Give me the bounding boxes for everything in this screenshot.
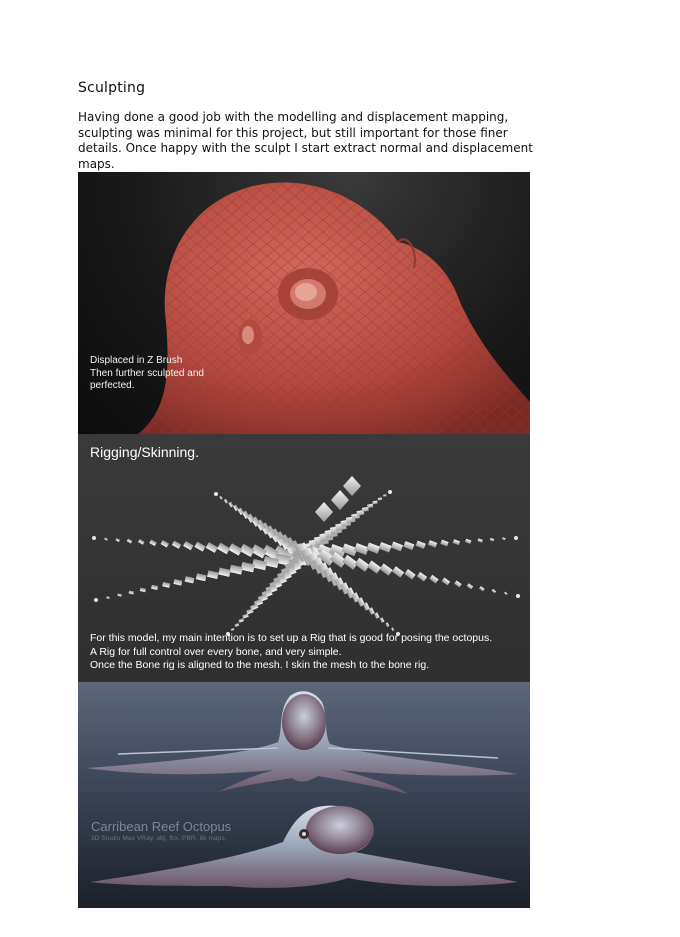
bone-segment bbox=[229, 565, 242, 575]
bone-segment bbox=[380, 563, 393, 575]
bone-segment bbox=[238, 618, 244, 623]
bone-segment bbox=[218, 568, 230, 577]
bone-segment bbox=[117, 593, 121, 596]
bone-segment bbox=[465, 539, 471, 544]
bone-segment bbox=[490, 538, 495, 542]
bone-segment bbox=[442, 578, 450, 586]
bone-segment bbox=[379, 542, 392, 553]
bone-segment bbox=[106, 596, 110, 599]
bone-segment bbox=[454, 580, 462, 587]
bone-segment bbox=[183, 541, 193, 550]
bone-segment bbox=[231, 628, 235, 631]
bone-segment bbox=[502, 537, 506, 540]
bone-segment bbox=[453, 539, 460, 545]
bone-segment bbox=[194, 542, 205, 552]
octopus-render bbox=[78, 682, 530, 908]
intro-paragraph: Having done a good job with the modelling and displacement mapping, sculpting was minimal for this project, but still important for those finer details. Once happy with the sculpt I start extract normal and displacement maps. bbox=[78, 110, 533, 171]
bone-segment bbox=[172, 541, 181, 549]
bone-segment bbox=[173, 579, 182, 586]
bone-segment bbox=[129, 590, 134, 594]
bone-segment bbox=[440, 540, 448, 547]
bone-segment bbox=[228, 543, 242, 555]
sculpt-caption bbox=[90, 355, 230, 393]
bone-segment bbox=[429, 575, 438, 584]
bone-segment bbox=[366, 543, 380, 554]
bone-tip bbox=[516, 594, 520, 598]
bone-segment bbox=[479, 586, 485, 591]
bone-segment bbox=[138, 539, 145, 545]
bone-segment bbox=[417, 572, 427, 582]
bone-segment bbox=[477, 538, 483, 543]
bone-segment bbox=[185, 576, 195, 583]
bone-segment bbox=[151, 585, 158, 590]
bone-segment bbox=[217, 543, 230, 555]
bone-segment bbox=[391, 542, 403, 552]
bone-tip bbox=[92, 536, 96, 540]
sculpt-caption-line: Displaced in Z Brush bbox=[90, 355, 183, 366]
bone-segment bbox=[242, 613, 248, 618]
bone-segment bbox=[467, 583, 474, 589]
bone-segment bbox=[367, 561, 381, 574]
bone-segment bbox=[355, 558, 370, 572]
rig-caption-line: Once the Bone rig is aligned to the mesh. I skin the mesh to the bone rig. bbox=[90, 659, 430, 671]
bone-segment bbox=[391, 627, 394, 631]
rig-image bbox=[78, 434, 530, 682]
bone-segment bbox=[115, 538, 120, 542]
bone-segment bbox=[428, 540, 437, 548]
bone-segment bbox=[380, 617, 385, 623]
bone-segment bbox=[367, 504, 373, 508]
bone-segment bbox=[206, 542, 218, 553]
bone-segment bbox=[104, 537, 108, 540]
bone-segment bbox=[149, 540, 157, 547]
bone-segment bbox=[403, 541, 414, 550]
head-bone bbox=[343, 476, 361, 496]
render-subtitle: 3D Studio Max VRay, obj, fbx, PBR, 8k maps. bbox=[91, 835, 227, 842]
bone-segment bbox=[404, 569, 415, 580]
bone-segment bbox=[374, 612, 380, 619]
rig-title: Rigging/Skinning. bbox=[90, 444, 199, 460]
octopus-head-sculpt bbox=[78, 172, 530, 434]
bone-segment bbox=[127, 538, 133, 543]
bone-segment bbox=[372, 501, 377, 505]
render-image bbox=[78, 682, 530, 908]
bone-segment bbox=[383, 494, 387, 497]
bone-segment bbox=[140, 588, 146, 593]
bone-segment bbox=[416, 541, 426, 549]
sculpt-image bbox=[78, 172, 530, 434]
bone-segment bbox=[235, 623, 240, 627]
bone-segment bbox=[378, 497, 382, 500]
section-heading: Sculpting bbox=[78, 80, 146, 96]
rig-caption-line: For this model, my main intention is to set up a Rig that is good for posing the octopus. bbox=[90, 632, 493, 644]
bone-segment bbox=[392, 566, 404, 577]
sculpt-caption-line: Then further sculpted and bbox=[90, 367, 204, 379]
sculpt-caption-line: perfected. bbox=[90, 380, 135, 391]
bone-segment bbox=[219, 496, 222, 500]
render-title: Carribean Reef Octopus bbox=[91, 819, 232, 834]
bone-segment bbox=[228, 502, 233, 508]
rig-caption bbox=[90, 632, 530, 673]
bone-segment bbox=[162, 582, 170, 588]
bone-segment bbox=[207, 570, 219, 579]
bone-tip bbox=[214, 492, 218, 496]
bone-segment bbox=[504, 592, 508, 596]
rig-caption-line: A Rig for full control over every bone, and very simple. bbox=[90, 645, 342, 658]
bone-segment bbox=[491, 589, 496, 593]
bone-segment bbox=[161, 540, 169, 547]
head-bone bbox=[315, 502, 333, 522]
bone-segment bbox=[196, 573, 207, 581]
bone-segment bbox=[240, 544, 255, 557]
bone-tip bbox=[94, 598, 98, 602]
bone-tip bbox=[388, 490, 392, 494]
bone-tip bbox=[514, 536, 518, 540]
bone-segment bbox=[342, 555, 358, 570]
head-bone bbox=[331, 490, 349, 510]
bone-segment bbox=[224, 499, 228, 504]
bone-segment bbox=[385, 622, 389, 627]
